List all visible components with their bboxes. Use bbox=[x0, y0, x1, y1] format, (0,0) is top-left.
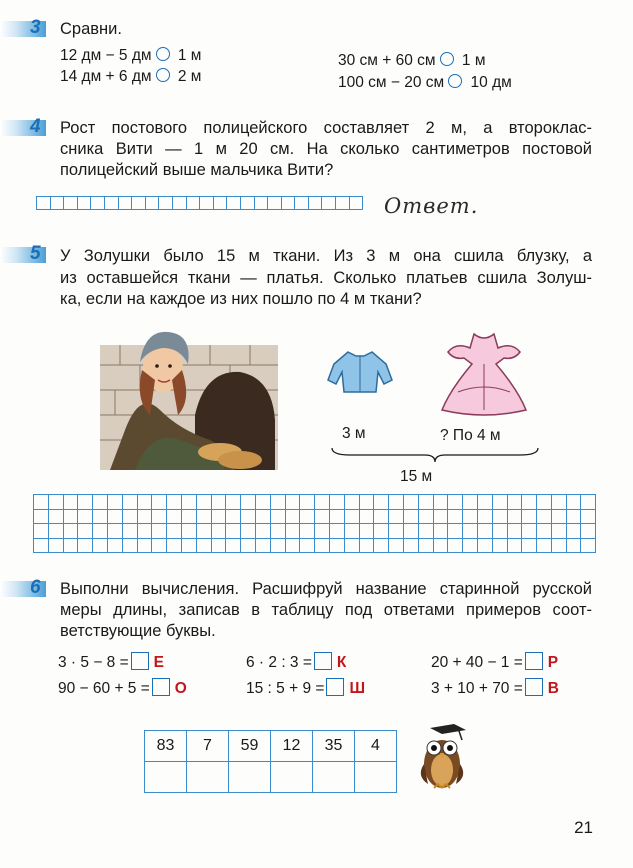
grid-cell[interactable] bbox=[374, 509, 389, 524]
compare-value: 1 м bbox=[461, 52, 486, 69]
grid-cell[interactable] bbox=[36, 196, 51, 210]
grid-cell[interactable] bbox=[448, 509, 463, 524]
total-brace bbox=[330, 446, 540, 464]
grid-cell[interactable] bbox=[255, 524, 270, 539]
grid-cell[interactable] bbox=[211, 538, 226, 553]
grid-cell[interactable] bbox=[270, 509, 285, 524]
grid-cell[interactable] bbox=[107, 509, 122, 524]
grid-cell[interactable] bbox=[315, 495, 330, 510]
task-5-number: 5 bbox=[30, 243, 41, 264]
grid-cell[interactable] bbox=[308, 196, 323, 210]
grid-cell[interactable] bbox=[48, 524, 63, 539]
grid-cell[interactable] bbox=[63, 538, 78, 553]
grid-cell[interactable] bbox=[270, 524, 285, 539]
example-letter: Ш bbox=[349, 680, 366, 697]
grid-cell[interactable] bbox=[226, 196, 241, 210]
grid-cell[interactable] bbox=[477, 495, 492, 510]
grid-cell[interactable] bbox=[389, 509, 404, 524]
decode-letter-cell[interactable] bbox=[355, 762, 397, 793]
decode-letter-cell[interactable] bbox=[271, 762, 313, 793]
task-4-line-3: полицейский выше мальчика Вити? bbox=[60, 161, 334, 179]
grid-cell[interactable] bbox=[152, 524, 167, 539]
grid-cell[interactable] bbox=[522, 509, 537, 524]
decode-table bbox=[144, 730, 397, 793]
compare-circle[interactable] bbox=[440, 52, 454, 66]
grid-cell[interactable] bbox=[90, 196, 105, 210]
grid-cell[interactable] bbox=[255, 538, 270, 553]
grid-cell[interactable] bbox=[270, 538, 285, 553]
grid-cell[interactable] bbox=[267, 196, 282, 210]
grid-cell[interactable] bbox=[566, 524, 581, 539]
grid-cell[interactable] bbox=[131, 196, 146, 210]
grid-cell[interactable] bbox=[118, 196, 133, 210]
grid-cell[interactable] bbox=[344, 509, 359, 524]
grid-cell[interactable] bbox=[448, 524, 463, 539]
grid-cell[interactable] bbox=[181, 538, 196, 553]
example-expression: 6 · 2 : 3 = bbox=[246, 654, 312, 671]
grid-cell[interactable] bbox=[294, 196, 309, 210]
compare-expression: 30 см + 60 см bbox=[338, 52, 436, 69]
grid-cell[interactable] bbox=[418, 538, 433, 553]
grid-cell[interactable] bbox=[285, 524, 300, 539]
answer-box[interactable] bbox=[525, 678, 543, 696]
grid-cell[interactable] bbox=[566, 495, 581, 510]
grid-cell[interactable] bbox=[389, 538, 404, 553]
task-4-line-1: Рост постового полицейского составляет 2 м, а второклас- bbox=[60, 119, 592, 137]
grid-cell[interactable] bbox=[107, 524, 122, 539]
grid-cell[interactable] bbox=[137, 524, 152, 539]
task-4-answer-label: Ответ. bbox=[384, 194, 479, 218]
grid-cell[interactable] bbox=[254, 196, 269, 210]
grid-cell[interactable] bbox=[63, 495, 78, 510]
grid-cell[interactable] bbox=[270, 495, 285, 510]
grid-cell[interactable] bbox=[359, 524, 374, 539]
grid-cell[interactable] bbox=[122, 509, 137, 524]
grid-cell[interactable] bbox=[107, 495, 122, 510]
grid-cell[interactable] bbox=[433, 538, 448, 553]
grid-cell[interactable] bbox=[492, 538, 507, 553]
example-letter: В bbox=[547, 680, 559, 697]
grid-cell[interactable] bbox=[418, 495, 433, 510]
grid-cell[interactable] bbox=[122, 524, 137, 539]
grid-cell[interactable] bbox=[63, 524, 78, 539]
example-letter: О bbox=[174, 680, 187, 697]
decode-table-numbers-row bbox=[145, 731, 397, 762]
decode-number-cell: 83 bbox=[145, 731, 187, 762]
grid-cell[interactable] bbox=[77, 196, 92, 210]
grid-cell[interactable] bbox=[300, 509, 315, 524]
example-letter: Р bbox=[547, 654, 559, 671]
grid-cell[interactable] bbox=[507, 509, 522, 524]
compare-value: 2 м bbox=[177, 68, 202, 85]
grid-cell[interactable] bbox=[566, 509, 581, 524]
grid-cell[interactable] bbox=[34, 538, 49, 553]
decode-letter-cell[interactable] bbox=[145, 762, 187, 793]
grid-cell[interactable] bbox=[241, 495, 256, 510]
compare-value: 10 дм bbox=[470, 74, 512, 91]
grid-cell[interactable] bbox=[374, 524, 389, 539]
example-expression: 3 + 10 + 70 = bbox=[431, 680, 523, 697]
grid-cell[interactable] bbox=[492, 524, 507, 539]
grid-cell[interactable] bbox=[196, 538, 211, 553]
grid-cell[interactable] bbox=[507, 495, 522, 510]
grid-row bbox=[34, 524, 596, 539]
grid-cell[interactable] bbox=[211, 495, 226, 510]
grid-cell[interactable] bbox=[321, 196, 336, 210]
example-letter: Е bbox=[153, 654, 165, 671]
task-3-number: 3 bbox=[30, 17, 41, 38]
grid-cell[interactable] bbox=[226, 495, 241, 510]
grid-cell[interactable] bbox=[344, 524, 359, 539]
grid-cell[interactable] bbox=[551, 495, 566, 510]
grid-cell[interactable] bbox=[196, 495, 211, 510]
grid-cell[interactable] bbox=[226, 524, 241, 539]
grid-cell[interactable] bbox=[448, 495, 463, 510]
compare-row-4 bbox=[338, 74, 512, 92]
grid-cell[interactable] bbox=[374, 495, 389, 510]
answer-box[interactable] bbox=[525, 652, 543, 670]
decode-letter-cell[interactable] bbox=[229, 762, 271, 793]
grid-cell[interactable] bbox=[167, 495, 182, 510]
grid-cell[interactable] bbox=[241, 509, 256, 524]
grid-cell[interactable] bbox=[104, 196, 119, 210]
grid-row bbox=[34, 495, 596, 510]
compare-value: 1 м bbox=[177, 47, 202, 64]
grid-cell[interactable] bbox=[167, 538, 182, 553]
grid-cell[interactable] bbox=[48, 509, 63, 524]
grid-cell[interactable] bbox=[158, 196, 173, 210]
grid-cell[interactable] bbox=[507, 538, 522, 553]
grid-cell[interactable] bbox=[359, 538, 374, 553]
grid-cell[interactable] bbox=[199, 196, 214, 210]
grid-cell[interactable] bbox=[374, 538, 389, 553]
grid-cell[interactable] bbox=[255, 509, 270, 524]
label-total-length: 15 м bbox=[400, 468, 433, 485]
grid-cell[interactable] bbox=[226, 538, 241, 553]
task-6-line-2: меры длины, записав в таблицу под ответами примеров соот- bbox=[60, 601, 592, 619]
grid-cell[interactable] bbox=[403, 509, 418, 524]
example-expression: 15 : 5 + 9 = bbox=[246, 680, 325, 697]
task-4-number: 4 bbox=[30, 116, 41, 137]
grid-cell[interactable] bbox=[181, 495, 196, 510]
decode-number-cell: 12 bbox=[271, 731, 313, 762]
answer-box[interactable] bbox=[131, 652, 149, 670]
task-5-answer-grid[interactable] bbox=[33, 494, 596, 553]
dress-illustration bbox=[438, 330, 530, 416]
grid-cell[interactable] bbox=[403, 538, 418, 553]
grid-cell[interactable] bbox=[78, 524, 93, 539]
grid-cell[interactable] bbox=[167, 524, 182, 539]
grid-cell[interactable] bbox=[418, 509, 433, 524]
grid-cell[interactable] bbox=[181, 524, 196, 539]
compare-circle[interactable] bbox=[156, 68, 170, 82]
grid-cell[interactable] bbox=[581, 495, 596, 510]
grid-cell[interactable] bbox=[48, 538, 63, 553]
example-letter: К bbox=[336, 654, 347, 671]
decode-table-letters-row bbox=[145, 762, 397, 793]
grid-cell[interactable] bbox=[492, 509, 507, 524]
answer-box[interactable] bbox=[314, 652, 332, 670]
grid-cell[interactable] bbox=[566, 538, 581, 553]
grid-cell[interactable] bbox=[522, 538, 537, 553]
grid-cell[interactable] bbox=[335, 196, 350, 210]
blouse-illustration bbox=[326, 348, 394, 396]
grid-cell[interactable] bbox=[240, 196, 255, 210]
grid-cell[interactable] bbox=[145, 196, 160, 210]
compare-row-2 bbox=[60, 68, 201, 86]
grid-cell[interactable] bbox=[300, 495, 315, 510]
grid-cell[interactable] bbox=[315, 538, 330, 553]
example-6 bbox=[431, 678, 559, 698]
grid-cell[interactable] bbox=[359, 495, 374, 510]
grid-cell[interactable] bbox=[211, 509, 226, 524]
grid-cell[interactable] bbox=[433, 495, 448, 510]
grid-row bbox=[34, 509, 596, 524]
grid-cell[interactable] bbox=[581, 509, 596, 524]
grid-cell[interactable] bbox=[78, 538, 93, 553]
grid-cell[interactable] bbox=[477, 509, 492, 524]
example-expression: 3 · 5 − 8 = bbox=[58, 654, 129, 671]
grid-cell[interactable] bbox=[329, 538, 344, 553]
grid-cell[interactable] bbox=[344, 495, 359, 510]
cinderella-illustration bbox=[100, 320, 278, 470]
compare-expression: 100 см − 20 см bbox=[338, 74, 445, 91]
grid-cell[interactable] bbox=[152, 538, 167, 553]
decode-letter-cell[interactable] bbox=[313, 762, 355, 793]
grid-cell[interactable] bbox=[93, 509, 108, 524]
page-number: 21 bbox=[574, 818, 593, 837]
example-5 bbox=[246, 678, 365, 698]
grid-cell[interactable] bbox=[93, 495, 108, 510]
grid-cell[interactable] bbox=[172, 196, 187, 210]
grid-cell[interactable] bbox=[300, 524, 315, 539]
grid-cell[interactable] bbox=[463, 538, 478, 553]
grid-cell[interactable] bbox=[196, 524, 211, 539]
grid-cell[interactable] bbox=[433, 524, 448, 539]
grid-cell[interactable] bbox=[551, 524, 566, 539]
grid-cell[interactable] bbox=[522, 524, 537, 539]
grid-cell[interactable] bbox=[34, 509, 49, 524]
grid-cell[interactable] bbox=[281, 196, 296, 210]
grid-row bbox=[34, 538, 596, 553]
grid-cell[interactable] bbox=[50, 196, 65, 210]
grid-cell[interactable] bbox=[315, 524, 330, 539]
example-expression: 90 − 60 + 5 = bbox=[58, 680, 150, 697]
grid-cell[interactable] bbox=[403, 524, 418, 539]
grid-cell[interactable] bbox=[329, 524, 344, 539]
grid-cell[interactable] bbox=[63, 196, 78, 210]
compare-expression: 12 дм − 5 дм bbox=[60, 47, 152, 64]
grid-cell[interactable] bbox=[418, 524, 433, 539]
grid-cell[interactable] bbox=[241, 524, 256, 539]
grid-cell[interactable] bbox=[507, 524, 522, 539]
grid-cell[interactable] bbox=[300, 538, 315, 553]
compare-circle[interactable] bbox=[448, 74, 462, 88]
grid-cell[interactable] bbox=[403, 495, 418, 510]
decode-number-cell: 4 bbox=[355, 731, 397, 762]
grid-cell[interactable] bbox=[137, 495, 152, 510]
grid-cell[interactable] bbox=[537, 509, 552, 524]
grid-cell[interactable] bbox=[344, 538, 359, 553]
grid-cell[interactable] bbox=[448, 538, 463, 553]
grid-cell[interactable] bbox=[181, 509, 196, 524]
grid-cell[interactable] bbox=[196, 509, 211, 524]
grid-cell[interactable] bbox=[315, 509, 330, 524]
grid-cell[interactable] bbox=[329, 509, 344, 524]
task-6-number: 6 bbox=[30, 577, 41, 598]
grid-cell[interactable] bbox=[137, 509, 152, 524]
compare-circle[interactable] bbox=[156, 47, 170, 61]
grid-cell[interactable] bbox=[93, 538, 108, 553]
task-5-line-3: ка, если на каждое из них пошло по 4 м ткани? bbox=[60, 290, 422, 308]
grid-cell[interactable] bbox=[213, 196, 228, 210]
grid-cell[interactable] bbox=[537, 524, 552, 539]
answer-box[interactable] bbox=[152, 678, 170, 696]
decode-number-cell: 59 bbox=[229, 731, 271, 762]
grid-cell[interactable] bbox=[34, 524, 49, 539]
grid-cell[interactable] bbox=[285, 495, 300, 510]
compare-row-1 bbox=[60, 47, 201, 65]
grid-cell[interactable] bbox=[107, 538, 122, 553]
grid-cell[interactable] bbox=[581, 524, 596, 539]
grid-cell[interactable] bbox=[433, 509, 448, 524]
grid-cell[interactable] bbox=[477, 538, 492, 553]
grid-cell[interactable] bbox=[152, 509, 167, 524]
grid-cell[interactable] bbox=[551, 538, 566, 553]
owl-illustration bbox=[412, 720, 472, 792]
decode-number-cell: 35 bbox=[313, 731, 355, 762]
grid-cell[interactable] bbox=[285, 509, 300, 524]
grid-cell[interactable] bbox=[522, 495, 537, 510]
example-expression: 20 + 40 − 1 = bbox=[431, 654, 523, 671]
grid-cell[interactable] bbox=[255, 495, 270, 510]
compare-row-3 bbox=[338, 52, 485, 70]
grid-cell[interactable] bbox=[241, 538, 256, 553]
grid-cell[interactable] bbox=[389, 495, 404, 510]
example-2 bbox=[246, 652, 346, 672]
grid-cell[interactable] bbox=[226, 509, 241, 524]
grid-cell[interactable] bbox=[537, 495, 552, 510]
grid-cell[interactable] bbox=[186, 196, 201, 210]
grid-cell[interactable] bbox=[349, 196, 364, 210]
grid-cell[interactable] bbox=[122, 538, 137, 553]
grid-cell[interactable] bbox=[34, 495, 49, 510]
example-3 bbox=[431, 652, 558, 672]
task-3-title: Сравни. bbox=[60, 20, 122, 38]
grid-cell[interactable] bbox=[63, 509, 78, 524]
task-4-line-2: сника Вити — 1 м 20 см. На сколько сантиметров постовой bbox=[60, 140, 592, 158]
grid-cell[interactable] bbox=[477, 524, 492, 539]
task-6-line-1: Выполни вычисления. Расшифруй название старинной русской bbox=[60, 580, 592, 598]
decode-number-cell: 7 bbox=[187, 731, 229, 762]
grid-cell[interactable] bbox=[152, 495, 167, 510]
task-6-line-3: ветствующие буквы. bbox=[60, 622, 216, 640]
grid-cell[interactable] bbox=[122, 495, 137, 510]
grid-cell[interactable] bbox=[551, 509, 566, 524]
decode-letter-cell[interactable] bbox=[187, 762, 229, 793]
grid-cell[interactable] bbox=[167, 509, 182, 524]
grid-cell[interactable] bbox=[329, 495, 344, 510]
grid-cell[interactable] bbox=[211, 524, 226, 539]
grid-cell[interactable] bbox=[463, 495, 478, 510]
grid-cell[interactable] bbox=[285, 538, 300, 553]
grid-cell[interactable] bbox=[463, 509, 478, 524]
grid-cell[interactable] bbox=[537, 538, 552, 553]
label-dress-length: ? По 4 м bbox=[440, 427, 501, 444]
grid-cell[interactable] bbox=[581, 538, 596, 553]
grid-cell[interactable] bbox=[137, 538, 152, 553]
grid-cell[interactable] bbox=[93, 524, 108, 539]
grid-cell[interactable] bbox=[492, 495, 507, 510]
grid-cell[interactable] bbox=[389, 524, 404, 539]
grid-cell[interactable] bbox=[48, 495, 63, 510]
label-blouse-length: 3 м bbox=[342, 425, 366, 442]
example-4 bbox=[58, 678, 187, 698]
grid-cell[interactable] bbox=[78, 509, 93, 524]
compare-expression: 14 дм + 6 дм bbox=[60, 68, 152, 85]
example-1 bbox=[58, 652, 164, 672]
grid-cell[interactable] bbox=[359, 509, 374, 524]
grid-cell[interactable] bbox=[463, 524, 478, 539]
task-5-line-1: У Золушки было 15 м ткани. Из 3 м она сшила блузку, а bbox=[60, 247, 592, 265]
task-4-answer-strip[interactable] bbox=[36, 196, 362, 210]
answer-box[interactable] bbox=[326, 678, 344, 696]
grid-cell[interactable] bbox=[78, 495, 93, 510]
task-5-line-2: из оставшейся ткани — платья. Сколько платьев сшила Золуш- bbox=[60, 269, 592, 287]
